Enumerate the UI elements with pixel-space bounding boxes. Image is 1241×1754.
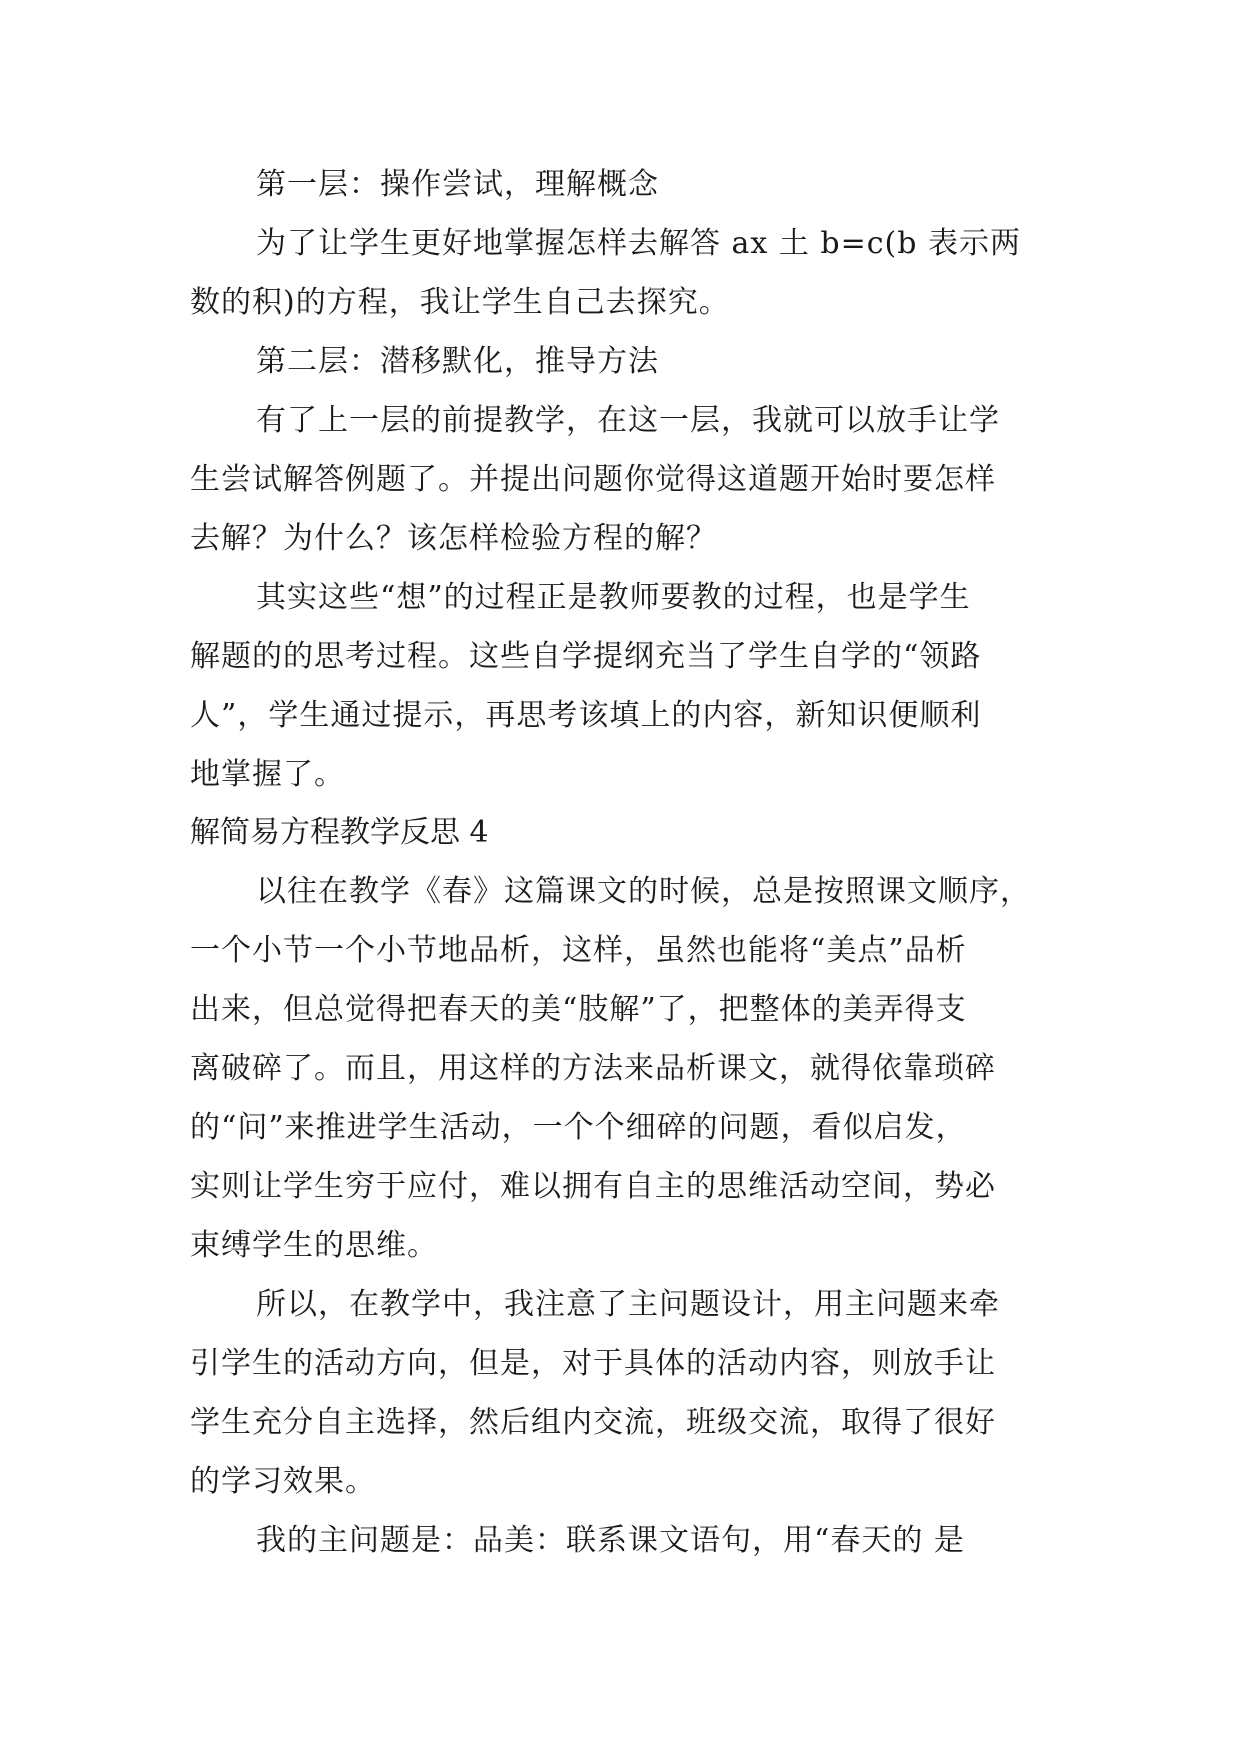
body-text-line: 我的主问题是：品美：联系课文语句，用“春天的 是	[256, 1523, 965, 1558]
body-text-line: 实则让学生穷于应付，难以拥有自主的思维活动空间，势必	[190, 1169, 996, 1204]
body-text-line: 有了上一层的前提教学，在这一层，我就可以放手让学	[256, 403, 1000, 438]
section-heading-level-2: 第二层：潜移默化，推导方法	[256, 344, 659, 379]
body-text-line: 生尝试解答例题了。并提出问题你觉得这道题开始时要怎样	[190, 462, 996, 497]
body-text-line: 其实这些“想”的过程正是教师要教的过程，也是学生	[256, 580, 971, 615]
body-text-line: 出来，但总觉得把春天的美“肢解”了，把整体的美弄得支	[190, 992, 967, 1027]
body-text-line: 为了让学生更好地掌握怎样去解答 ax 土 b=c(b 表示两	[256, 226, 1021, 261]
body-text-line: 引学生的活动方向，但是，对于具体的活动内容，则放手让	[190, 1346, 996, 1381]
body-text-line: 去解？为什么？该怎样检验方程的解？	[190, 521, 717, 556]
section-heading-level-1: 第一层：操作尝试，理解概念	[256, 167, 659, 202]
body-text-line: 离破碎了。而且，用这样的方法来品析课文，就得依靠琐碎	[190, 1051, 996, 1086]
body-text-line: 所以，在教学中，我注意了主问题设计，用主问题来牵	[256, 1287, 1000, 1322]
body-text-line: 人”，学生通过提示，再思考该填上的内容，新知识便顺利	[190, 698, 982, 733]
body-text-line: 解题的的思考过程。这些自学提纲充当了学生自学的“领路	[190, 639, 982, 674]
body-text-line: 的“问”来推进学生活动，一个个细碎的问题，看似启发，	[190, 1110, 967, 1145]
body-text-line: 以往在教学《春》这篇课文的时候，总是按照课文顺序，	[256, 874, 1031, 909]
body-text-line: 地掌握了。	[190, 757, 345, 792]
body-text-line: 学生充分自主选择，然后组内交流，班级交流，取得了很好	[190, 1405, 996, 1440]
body-text-line: 的学习效果。	[190, 1464, 376, 1499]
section-title: 解简易方程教学反思 4	[190, 815, 489, 850]
body-text-line: 数的积)的方程，我让学生自己去探究。	[190, 285, 730, 320]
body-text-line: 束缚学生的思维。	[190, 1228, 438, 1263]
body-text-line: 一个小节一个小节地品析，这样，虽然也能将“美点”品析	[190, 933, 967, 968]
